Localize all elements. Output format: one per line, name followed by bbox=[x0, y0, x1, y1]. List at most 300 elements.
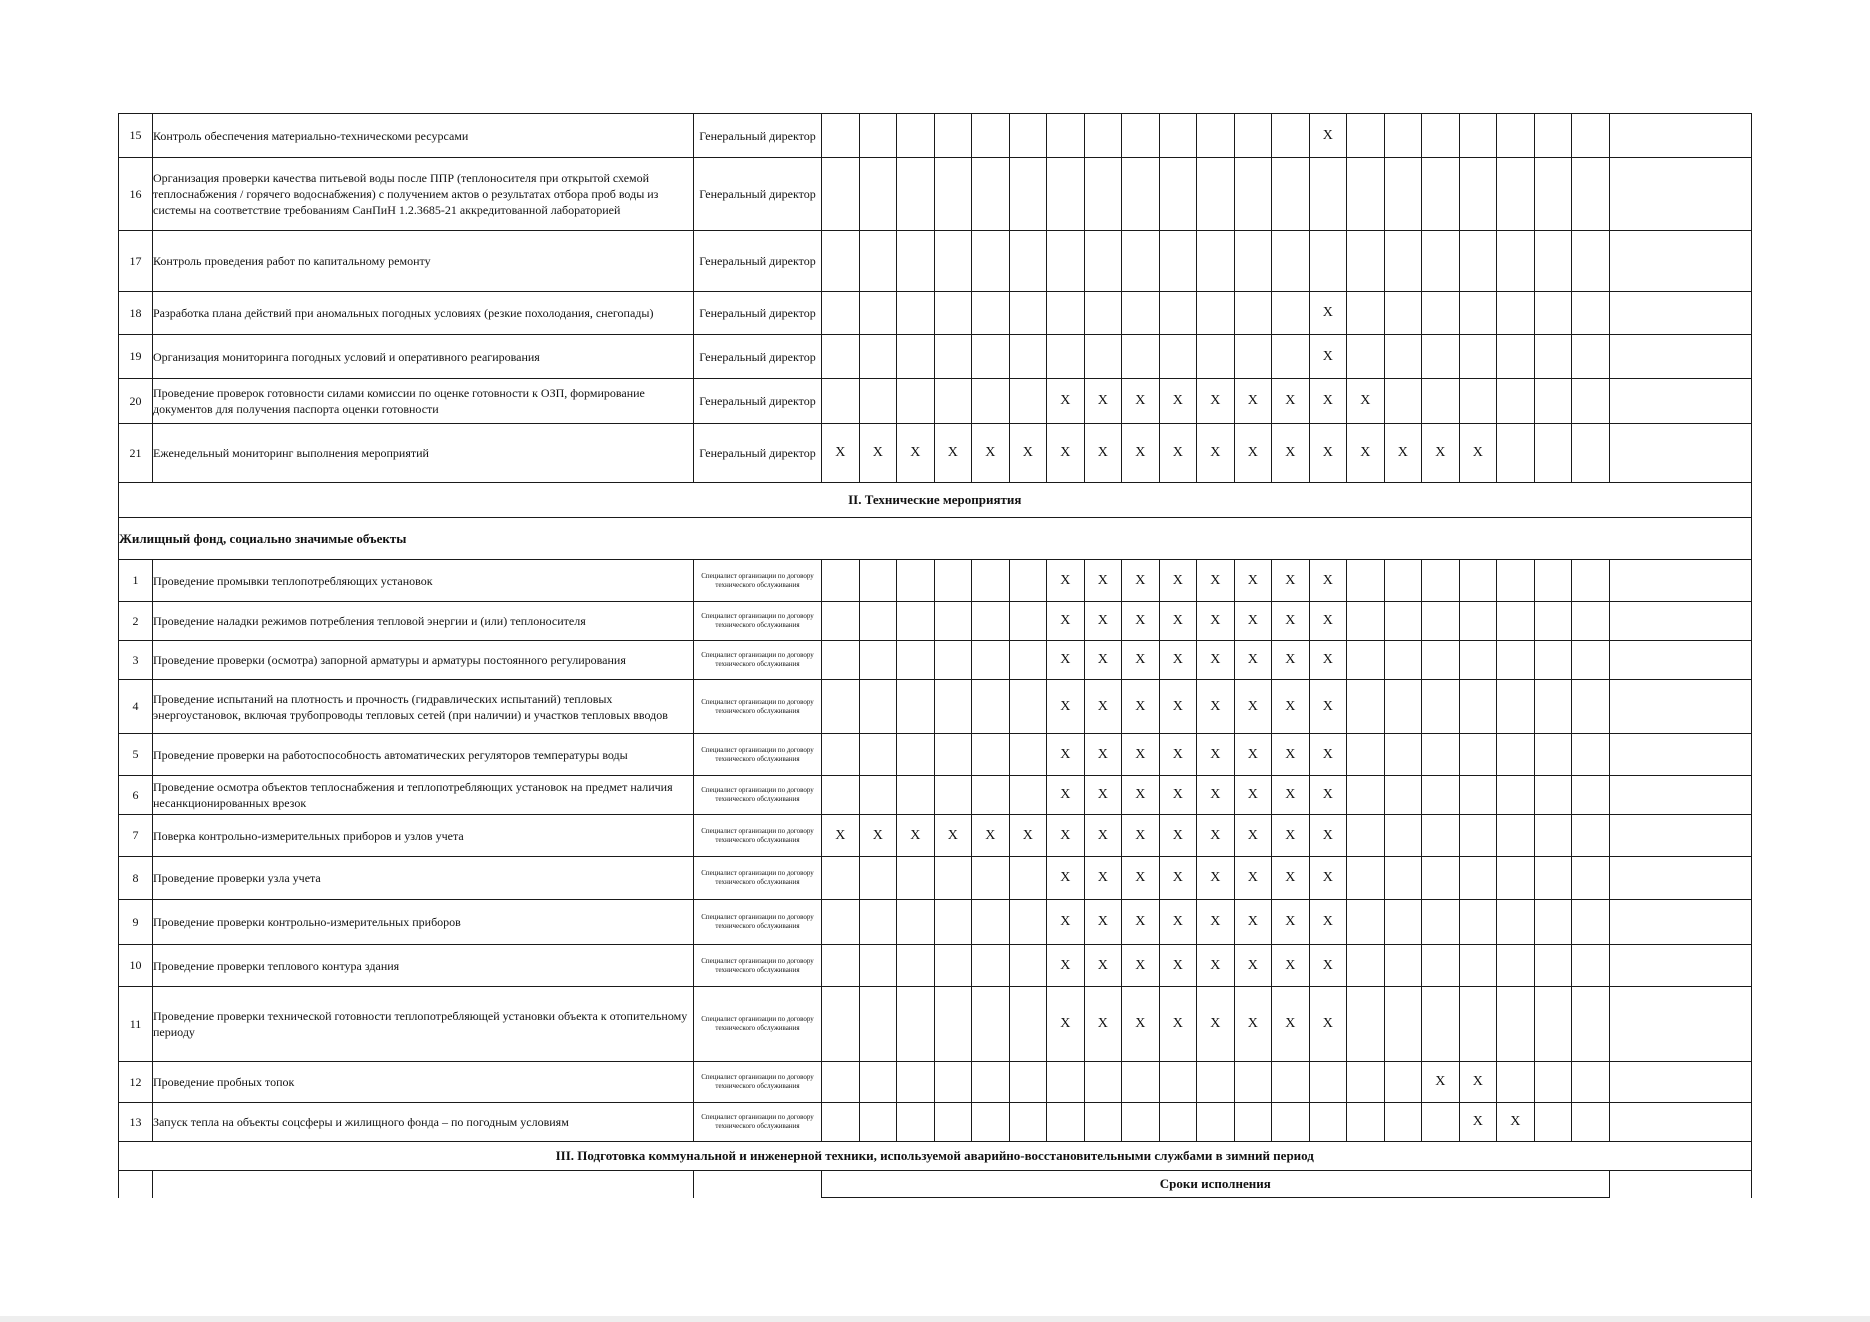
schedule-mark: Х bbox=[1197, 424, 1235, 483]
schedule-cell bbox=[897, 602, 935, 641]
schedule-cell bbox=[822, 945, 860, 987]
extra-column-cell bbox=[1572, 114, 1610, 158]
table-row bbox=[119, 734, 1752, 776]
schedule-mark: Х bbox=[1197, 680, 1235, 734]
extra-column-cell bbox=[1572, 1062, 1610, 1103]
schedule-cell bbox=[1122, 1062, 1160, 1103]
row-number: 9 bbox=[119, 900, 153, 945]
schedule-mark: Х bbox=[1084, 424, 1122, 483]
schedule-mark: Х bbox=[859, 815, 897, 857]
schedule-cell bbox=[1347, 158, 1385, 231]
extra-column-cell bbox=[1572, 424, 1610, 483]
schedule-cell bbox=[859, 1103, 897, 1142]
schedule-mark: Х bbox=[1084, 734, 1122, 776]
table-row bbox=[119, 987, 1752, 1062]
schedule-mark: Х bbox=[1272, 602, 1310, 641]
schedule-cell bbox=[1084, 231, 1122, 292]
schedule-cell bbox=[934, 945, 972, 987]
extra-column-cell bbox=[1572, 815, 1610, 857]
table-row bbox=[119, 900, 1752, 945]
responsible-party: Специалист организации по договору технического обслуживания bbox=[694, 641, 822, 680]
schedule-mark: Х bbox=[1197, 641, 1235, 680]
schedule-cell bbox=[1422, 292, 1460, 335]
schedule-mark: Х bbox=[1234, 560, 1272, 602]
schedule-cell bbox=[934, 857, 972, 900]
schedule-cell bbox=[1534, 945, 1572, 987]
schedule-cell bbox=[972, 641, 1010, 680]
schedule-mark: Х bbox=[1047, 815, 1085, 857]
table-row bbox=[119, 114, 1752, 158]
schedule-mark: Х bbox=[1084, 379, 1122, 424]
schedule-cell bbox=[972, 945, 1010, 987]
schedule-cell bbox=[1422, 857, 1460, 900]
schedule-cell bbox=[1347, 734, 1385, 776]
schedule-mark: Х bbox=[897, 815, 935, 857]
schedule-cell bbox=[1009, 945, 1047, 987]
schedule-mark: Х bbox=[1084, 680, 1122, 734]
schedule-cell bbox=[1009, 560, 1047, 602]
task-description: Проведение пробных топок bbox=[153, 1062, 694, 1103]
schedule-mark: Х bbox=[1159, 945, 1197, 987]
schedule-cell bbox=[1309, 1062, 1347, 1103]
schedule-cell bbox=[1347, 114, 1385, 158]
schedule-mark: Х bbox=[1422, 1062, 1460, 1103]
extra-column-cell bbox=[1609, 1103, 1751, 1142]
schedule-mark: Х bbox=[1159, 641, 1197, 680]
schedule-mark: Х bbox=[1234, 602, 1272, 641]
schedule-cell bbox=[1009, 734, 1047, 776]
extra-column-cell bbox=[1609, 734, 1751, 776]
plan-table bbox=[118, 113, 1752, 1198]
stub-cell bbox=[1609, 1171, 1751, 1198]
schedule-mark: Х bbox=[1309, 641, 1347, 680]
schedule-mark: Х bbox=[1234, 857, 1272, 900]
schedule-cell bbox=[934, 114, 972, 158]
schedule-cell bbox=[1347, 560, 1385, 602]
schedule-mark: Х bbox=[1084, 776, 1122, 815]
schedule-cell bbox=[859, 231, 897, 292]
schedule-cell bbox=[859, 734, 897, 776]
schedule-cell bbox=[1534, 114, 1572, 158]
row-number: 15 bbox=[119, 114, 153, 158]
schedule-cell bbox=[1009, 776, 1047, 815]
schedule-cell bbox=[1047, 1103, 1085, 1142]
schedule-mark: Х bbox=[1309, 424, 1347, 483]
schedule-mark: Х bbox=[1272, 734, 1310, 776]
schedule-mark: Х bbox=[1234, 424, 1272, 483]
deadlines-header-row bbox=[119, 1171, 1752, 1198]
schedule-cell bbox=[934, 1062, 972, 1103]
responsible-party: Специалист организации по договору технического обслуживания bbox=[694, 1103, 822, 1142]
row-number: 8 bbox=[119, 857, 153, 900]
schedule-mark: Х bbox=[1272, 900, 1310, 945]
extra-column-cell bbox=[1609, 231, 1751, 292]
schedule-cell bbox=[1009, 231, 1047, 292]
schedule-cell bbox=[822, 560, 860, 602]
schedule-cell bbox=[1384, 776, 1422, 815]
schedule-mark: Х bbox=[1047, 776, 1085, 815]
schedule-cell bbox=[1272, 231, 1310, 292]
extra-column-cell bbox=[1609, 641, 1751, 680]
task-description: Проведение испытаний на плотность и прочность (гидравлических испытаний) тепловых энергоустановок, включая трубопроводы тепловых сетей (при наличии) и участков тепловых вводов bbox=[153, 680, 694, 734]
schedule-cell bbox=[822, 335, 860, 379]
schedule-cell bbox=[859, 680, 897, 734]
schedule-cell bbox=[934, 602, 972, 641]
row-number: 11 bbox=[119, 987, 153, 1062]
extra-column-cell bbox=[1609, 987, 1751, 1062]
schedule-cell bbox=[972, 857, 1010, 900]
schedule-cell bbox=[1234, 231, 1272, 292]
extra-column-cell bbox=[1572, 857, 1610, 900]
schedule-cell bbox=[1459, 734, 1497, 776]
schedule-cell bbox=[1309, 1103, 1347, 1142]
extra-column-cell bbox=[1572, 680, 1610, 734]
extra-column-cell bbox=[1572, 158, 1610, 231]
schedule-cell bbox=[934, 158, 972, 231]
row-number: 18 bbox=[119, 292, 153, 335]
extra-column-cell bbox=[1572, 335, 1610, 379]
row-number: 6 bbox=[119, 776, 153, 815]
schedule-cell bbox=[1384, 158, 1422, 231]
schedule-cell bbox=[897, 680, 935, 734]
schedule-cell bbox=[1347, 1062, 1385, 1103]
schedule-cell bbox=[1347, 680, 1385, 734]
schedule-cell bbox=[1497, 857, 1535, 900]
schedule-cell bbox=[822, 857, 860, 900]
schedule-cell bbox=[1159, 292, 1197, 335]
schedule-cell bbox=[934, 900, 972, 945]
table-row bbox=[119, 379, 1752, 424]
schedule-cell bbox=[1534, 335, 1572, 379]
table-row bbox=[119, 857, 1752, 900]
schedule-cell bbox=[934, 1103, 972, 1142]
schedule-mark: Х bbox=[1347, 424, 1385, 483]
row-number: 13 bbox=[119, 1103, 153, 1142]
schedule-cell bbox=[1534, 292, 1572, 335]
schedule-cell bbox=[859, 857, 897, 900]
table-row bbox=[119, 641, 1752, 680]
task-description: Проведение проверки технической готовности теплопотребляющей установки объекта к отопительному периоду bbox=[153, 987, 694, 1062]
schedule-cell bbox=[1009, 114, 1047, 158]
schedule-cell bbox=[1497, 335, 1535, 379]
schedule-cell bbox=[1347, 776, 1385, 815]
schedule-cell bbox=[1422, 945, 1460, 987]
schedule-cell bbox=[1197, 158, 1235, 231]
schedule-mark: Х bbox=[1159, 379, 1197, 424]
schedule-cell bbox=[972, 114, 1010, 158]
schedule-cell bbox=[822, 292, 860, 335]
schedule-cell bbox=[1497, 734, 1535, 776]
schedule-mark: Х bbox=[1084, 602, 1122, 641]
row-number: 20 bbox=[119, 379, 153, 424]
schedule-cell bbox=[1009, 379, 1047, 424]
schedule-cell bbox=[934, 776, 972, 815]
schedule-cell bbox=[1534, 231, 1572, 292]
schedule-cell bbox=[1459, 560, 1497, 602]
schedule-cell bbox=[822, 776, 860, 815]
schedule-cell bbox=[1422, 1103, 1460, 1142]
schedule-cell bbox=[972, 292, 1010, 335]
schedule-cell bbox=[1459, 335, 1497, 379]
schedule-cell bbox=[1084, 114, 1122, 158]
schedule-mark: Х bbox=[1159, 424, 1197, 483]
schedule-cell bbox=[1534, 1103, 1572, 1142]
schedule-cell bbox=[1047, 231, 1085, 292]
schedule-cell bbox=[934, 292, 972, 335]
schedule-cell bbox=[1047, 1062, 1085, 1103]
schedule-mark: Х bbox=[1309, 987, 1347, 1062]
schedule-cell bbox=[1384, 1062, 1422, 1103]
schedule-cell bbox=[1009, 857, 1047, 900]
task-description: Проведение осмотра объектов теплоснабжения и теплопотребляющих установок на предмет наличия несанкционированных врезок bbox=[153, 776, 694, 815]
schedule-cell bbox=[1122, 1103, 1160, 1142]
schedule-cell bbox=[822, 1103, 860, 1142]
schedule-mark: Х bbox=[1009, 815, 1047, 857]
schedule-cell bbox=[1534, 734, 1572, 776]
responsible-party: Генеральный директор bbox=[694, 231, 822, 292]
schedule-cell bbox=[1347, 641, 1385, 680]
schedule-cell bbox=[1347, 1103, 1385, 1142]
extra-column-cell bbox=[1609, 776, 1751, 815]
row-number: 17 bbox=[119, 231, 153, 292]
schedule-mark: Х bbox=[1309, 680, 1347, 734]
schedule-cell bbox=[972, 602, 1010, 641]
responsible-party: Генеральный директор bbox=[694, 292, 822, 335]
responsible-party: Специалист организации по договору технического обслуживания bbox=[694, 900, 822, 945]
extra-column-cell bbox=[1572, 1103, 1610, 1142]
schedule-mark: Х bbox=[1122, 680, 1160, 734]
schedule-cell bbox=[1422, 776, 1460, 815]
schedule-cell bbox=[1534, 815, 1572, 857]
schedule-mark: Х bbox=[1084, 857, 1122, 900]
table-row bbox=[119, 231, 1752, 292]
schedule-mark: Х bbox=[1047, 900, 1085, 945]
schedule-cell bbox=[1534, 680, 1572, 734]
schedule-cell bbox=[972, 680, 1010, 734]
schedule-mark: Х bbox=[1047, 987, 1085, 1062]
schedule-cell bbox=[859, 1062, 897, 1103]
extra-column-cell bbox=[1572, 734, 1610, 776]
schedule-cell bbox=[972, 335, 1010, 379]
schedule-mark: Х bbox=[1459, 1103, 1497, 1142]
schedule-cell bbox=[1234, 292, 1272, 335]
schedule-mark: Х bbox=[1084, 987, 1122, 1062]
stub-cell bbox=[153, 1171, 694, 1198]
extra-column-cell bbox=[1609, 857, 1751, 900]
schedule-cell bbox=[934, 734, 972, 776]
schedule-cell bbox=[822, 987, 860, 1062]
schedule-mark: Х bbox=[1047, 641, 1085, 680]
subsection-title-row bbox=[119, 518, 1752, 560]
schedule-cell bbox=[1422, 231, 1460, 292]
schedule-cell bbox=[1459, 641, 1497, 680]
schedule-cell bbox=[1122, 231, 1160, 292]
schedule-cell bbox=[1422, 815, 1460, 857]
schedule-mark: Х bbox=[1122, 815, 1160, 857]
schedule-cell bbox=[1422, 680, 1460, 734]
schedule-mark: Х bbox=[1459, 1062, 1497, 1103]
schedule-cell bbox=[1459, 602, 1497, 641]
schedule-mark: Х bbox=[1272, 945, 1310, 987]
schedule-cell bbox=[972, 158, 1010, 231]
schedule-cell bbox=[1384, 602, 1422, 641]
schedule-cell bbox=[1497, 231, 1535, 292]
task-description: Проведение промывки теплопотребляющих установок bbox=[153, 560, 694, 602]
schedule-cell bbox=[1197, 1103, 1235, 1142]
task-description: Запуск тепла на объекты соцсферы и жилищного фонда – по погодным условиям bbox=[153, 1103, 694, 1142]
schedule-mark: Х bbox=[1159, 857, 1197, 900]
extra-column-cell bbox=[1572, 379, 1610, 424]
schedule-mark: Х bbox=[822, 424, 860, 483]
responsible-party: Специалист организации по договору технического обслуживания bbox=[694, 987, 822, 1062]
responsible-party: Специалист организации по договору технического обслуживания bbox=[694, 945, 822, 987]
schedule-cell bbox=[1347, 292, 1385, 335]
schedule-cell bbox=[1497, 987, 1535, 1062]
schedule-mark: Х bbox=[1197, 900, 1235, 945]
table-row bbox=[119, 424, 1752, 483]
schedule-mark: Х bbox=[1122, 734, 1160, 776]
task-description: Разработка плана действий при аномальных погодных условиях (резкие похолодания, снегопады) bbox=[153, 292, 694, 335]
schedule-cell bbox=[1459, 987, 1497, 1062]
schedule-mark: Х bbox=[1197, 945, 1235, 987]
task-description: Проведение проверки (осмотра) запорной арматуры и арматуры постоянного регулирования bbox=[153, 641, 694, 680]
stub-cell bbox=[119, 1171, 153, 1198]
schedule-cell bbox=[1122, 114, 1160, 158]
schedule-mark: Х bbox=[934, 424, 972, 483]
schedule-mark: Х bbox=[1084, 945, 1122, 987]
schedule-cell bbox=[1159, 114, 1197, 158]
extra-column-cell bbox=[1609, 335, 1751, 379]
schedule-mark: Х bbox=[1272, 857, 1310, 900]
schedule-cell bbox=[1497, 680, 1535, 734]
schedule-cell bbox=[897, 776, 935, 815]
schedule-cell bbox=[1459, 292, 1497, 335]
section-title: II. Технические мероприятия bbox=[119, 483, 1752, 518]
schedule-cell bbox=[822, 1062, 860, 1103]
schedule-cell bbox=[1459, 945, 1497, 987]
schedule-cell bbox=[822, 114, 860, 158]
extra-column-cell bbox=[1572, 987, 1610, 1062]
schedule-mark: Х bbox=[1234, 641, 1272, 680]
schedule-mark: Х bbox=[1009, 424, 1047, 483]
schedule-cell bbox=[1122, 158, 1160, 231]
schedule-cell bbox=[1009, 292, 1047, 335]
extra-column-cell bbox=[1609, 292, 1751, 335]
schedule-cell bbox=[1084, 292, 1122, 335]
task-description: Контроль проведения работ по капитальному ремонту bbox=[153, 231, 694, 292]
schedule-cell bbox=[972, 1103, 1010, 1142]
schedule-cell bbox=[1272, 1103, 1310, 1142]
table-row bbox=[119, 776, 1752, 815]
schedule-mark: Х bbox=[1459, 424, 1497, 483]
schedule-cell bbox=[1047, 114, 1085, 158]
schedule-mark: Х bbox=[1047, 680, 1085, 734]
schedule-mark: Х bbox=[1309, 335, 1347, 379]
schedule-mark: Х bbox=[1159, 987, 1197, 1062]
schedule-cell bbox=[1197, 114, 1235, 158]
schedule-cell bbox=[1459, 114, 1497, 158]
schedule-cell bbox=[1534, 379, 1572, 424]
schedule-cell bbox=[822, 680, 860, 734]
schedule-mark: Х bbox=[1234, 734, 1272, 776]
schedule-cell bbox=[1422, 335, 1460, 379]
schedule-cell bbox=[897, 945, 935, 987]
schedule-cell bbox=[1459, 379, 1497, 424]
schedule-cell bbox=[822, 900, 860, 945]
table-row bbox=[119, 945, 1752, 987]
schedule-mark: Х bbox=[1234, 379, 1272, 424]
section-title-row bbox=[119, 483, 1752, 518]
schedule-mark: Х bbox=[1084, 815, 1122, 857]
extra-column-cell bbox=[1572, 292, 1610, 335]
schedule-mark: Х bbox=[1272, 379, 1310, 424]
schedule-cell bbox=[1347, 602, 1385, 641]
schedule-cell bbox=[859, 602, 897, 641]
schedule-cell bbox=[1384, 945, 1422, 987]
page-bottom-edge bbox=[0, 1316, 1870, 1322]
schedule-cell bbox=[1009, 900, 1047, 945]
row-number: 19 bbox=[119, 335, 153, 379]
subsection-title: Жилищный фонд, социально значимые объекты bbox=[119, 518, 1752, 560]
table-row bbox=[119, 815, 1752, 857]
schedule-cell bbox=[1272, 114, 1310, 158]
responsible-party: Специалист организации по договору технического обслуживания bbox=[694, 680, 822, 734]
schedule-cell bbox=[934, 560, 972, 602]
schedule-cell bbox=[1309, 158, 1347, 231]
schedule-cell bbox=[1009, 158, 1047, 231]
schedule-cell bbox=[934, 641, 972, 680]
responsible-party: Генеральный директор bbox=[694, 158, 822, 231]
task-description: Проведение проверки узла учета bbox=[153, 857, 694, 900]
schedule-cell bbox=[1159, 1062, 1197, 1103]
table-row bbox=[119, 602, 1752, 641]
schedule-cell bbox=[934, 231, 972, 292]
schedule-cell bbox=[1497, 900, 1535, 945]
schedule-cell bbox=[897, 379, 935, 424]
schedule-cell bbox=[822, 231, 860, 292]
schedule-cell bbox=[897, 560, 935, 602]
schedule-cell bbox=[859, 641, 897, 680]
schedule-cell bbox=[1047, 158, 1085, 231]
schedule-cell bbox=[1497, 379, 1535, 424]
schedule-cell bbox=[859, 900, 897, 945]
schedule-cell bbox=[1347, 900, 1385, 945]
schedule-cell bbox=[1422, 602, 1460, 641]
schedule-cell bbox=[1009, 1103, 1047, 1142]
schedule-cell bbox=[934, 379, 972, 424]
schedule-mark: Х bbox=[1309, 560, 1347, 602]
schedule-cell bbox=[1159, 1103, 1197, 1142]
schedule-mark: Х bbox=[1309, 857, 1347, 900]
schedule-cell bbox=[1159, 158, 1197, 231]
schedule-cell bbox=[934, 987, 972, 1062]
schedule-cell bbox=[972, 379, 1010, 424]
extra-column-cell bbox=[1572, 776, 1610, 815]
schedule-cell bbox=[1459, 815, 1497, 857]
schedule-mark: Х bbox=[1347, 379, 1385, 424]
schedule-cell bbox=[1534, 424, 1572, 483]
row-number: 5 bbox=[119, 734, 153, 776]
row-number: 16 bbox=[119, 158, 153, 231]
schedule-cell bbox=[1009, 335, 1047, 379]
task-description: Проведение проверки теплового контура здания bbox=[153, 945, 694, 987]
schedule-cell bbox=[1197, 1062, 1235, 1103]
schedule-cell bbox=[859, 945, 897, 987]
schedule-cell bbox=[1009, 1062, 1047, 1103]
schedule-mark: Х bbox=[1122, 424, 1160, 483]
responsible-party: Специалист организации по договору технического обслуживания bbox=[694, 857, 822, 900]
schedule-cell bbox=[859, 292, 897, 335]
